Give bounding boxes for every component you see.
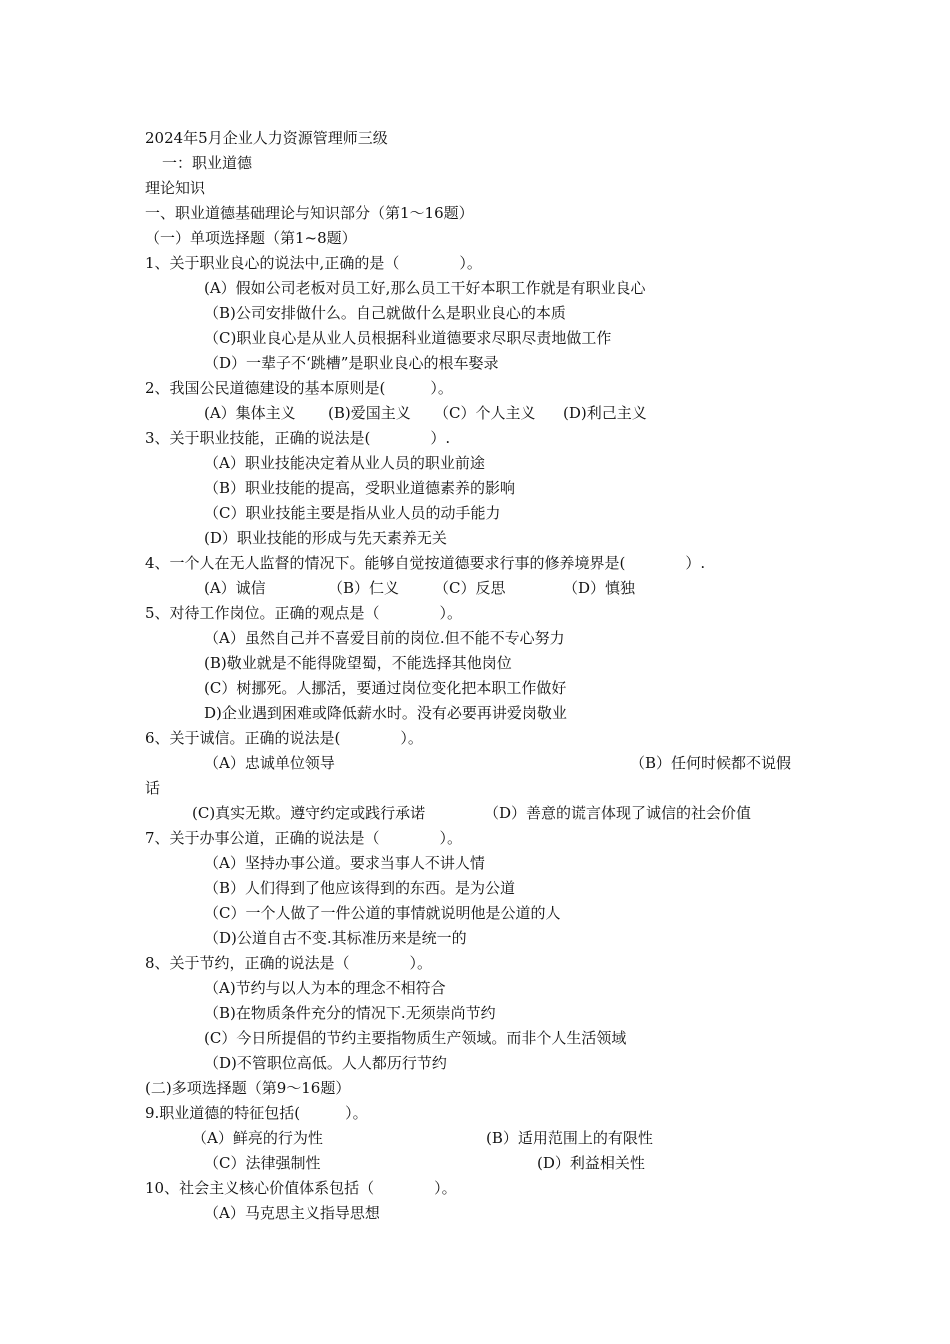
question-2-stem: 2、我国公民道德建设的基本原则是( ）。: [145, 379, 453, 397]
question-3-option-d: (D）职业技能的形成与先天素养无关: [204, 529, 447, 547]
question-5-option-b: (B)敬业就是不能得陇望蜀，不能选择其他岗位: [204, 654, 512, 672]
question-2-option-b: (B)爱国主义: [328, 404, 411, 422]
multi-choice-heading: (二)多项选择题（第9～16题）: [145, 1079, 351, 1097]
single-choice-heading: （一）单项选择题（第1~8题）: [145, 229, 357, 247]
question-7-option-b: （B）人们得到了他应该得到的东西。是为公道: [204, 879, 516, 897]
question-6-option-c: (C)真实无欺。遵守约定或践行承诺: [192, 804, 426, 822]
question-3-option-c: （C）职业技能主要是指从业人员的动手能力: [204, 504, 501, 522]
question-4-option-a: (A）诚信: [204, 579, 266, 597]
question-9-stem: 9.职业道德的特征包括( ）。: [145, 1104, 368, 1122]
question-3-option-b: （B）职业技能的提高，受职业道德素养的影响: [204, 479, 516, 497]
question-8-option-b: （B)在物质条件充分的情况下.无须崇尚节约: [204, 1004, 496, 1022]
question-2-option-c: （C）个人主义: [434, 404, 536, 422]
question-10-stem: 10、社会主义核心价值体系包括（ ）。: [145, 1179, 457, 1197]
question-6-option-b: （B）任何时候都不说假: [630, 754, 792, 772]
question-8-stem: 8、关于节约，正确的说法是（ ）。: [145, 954, 433, 972]
question-7-stem: 7、关于办事公道，正确的说法是（ ）。: [145, 829, 463, 847]
question-5-option-c: (C）树挪死。人挪活，要通过岗位变化把本职工作做好: [204, 679, 567, 697]
question-4-stem: 4、一个人在无人监督的情况下。能够自觉按道德要求行事的修养境界是( ）.: [145, 554, 706, 572]
question-8-option-a: （A)节约与以人为本的理念不相符合: [204, 979, 446, 997]
question-8-option-d: （D)不管职位高低。人人都历行节约: [204, 1054, 447, 1072]
question-7-option-a: （A）坚持办事公道。要求当事人不讲人情: [204, 854, 485, 872]
question-5-option-d: D)企业遇到困难或降低薪水时。没有必要再讲爱岗敬业: [204, 704, 567, 722]
question-3-option-a: （A）职业技能决定着从业人员的职业前途: [204, 454, 485, 472]
question-1-stem: 1、关于职业良心的说法中,正确的是（ ）。: [145, 254, 482, 272]
document-title: 2024年5月企业人力资源管理师三级: [145, 129, 388, 147]
part-one-heading: 一、职业道德基础理论与知识部分（第1～16题）: [145, 204, 474, 222]
question-6-option-d: （D）善意的谎言体现了诚信的社会价值: [484, 804, 752, 822]
question-7-option-c: （C）一个人做了一件公道的事情就说明他是公道的人: [204, 904, 561, 922]
document-subtitle: 一：职业道德: [162, 154, 253, 172]
question-4-option-c: （C）反思: [434, 579, 506, 597]
question-9-option-a: （A）鲜亮的行为性: [192, 1129, 323, 1147]
question-9-option-b: (B）适用范围上的有限性: [486, 1129, 653, 1147]
question-4-option-d: （D）慎独: [563, 579, 636, 597]
question-9-option-c: （C）法律强制性: [204, 1154, 321, 1172]
section-theory: 理论知识: [145, 179, 206, 197]
question-1-option-a: (A）假如公司老板对员工好,那么员工干好本职工作就是有职业良心: [204, 279, 646, 297]
question-6-stem: 6、关于诚信。正确的说法是( ）。: [145, 729, 423, 747]
question-9-option-d: (D）利益相关性: [537, 1154, 645, 1172]
question-2-option-a: (A）集体主义: [204, 404, 296, 422]
question-6-option-b-continuation: 话: [145, 779, 161, 797]
question-2-option-d: (D)利己主义: [563, 404, 647, 422]
question-7-option-d: （D)公道自古不变.其标准历来是统一的: [204, 929, 467, 947]
question-8-option-c: (C）今日所提倡的节约主要指物质生产领域。而非个人生活领域: [204, 1029, 627, 1047]
question-3-stem: 3、关于职业技能，正确的说法是( ）.: [145, 429, 451, 447]
question-1-option-c: （C)职业良心是从业人员根据科业道德要求尽职尽责地做工作: [204, 329, 612, 347]
question-5-option-a: （A）虽然自己并不喜爱目前的岗位.但不能不专心努力: [204, 629, 565, 647]
question-4-option-b: （B）仁义: [328, 579, 400, 597]
question-10-option-a: （A）马克思主义指导思想: [204, 1204, 380, 1222]
question-1-option-d: （D）一辈子不‘跳槽”是职业良心的根车娶录: [204, 354, 499, 372]
question-5-stem: 5、对待工作岗位。正确的观点是（ ）。: [145, 604, 463, 622]
question-1-option-b: （B)公司安排做什么。自己就做什么是职业良心的本质: [204, 304, 566, 322]
question-6-option-a: （A）忠诚单位领导: [204, 754, 335, 772]
